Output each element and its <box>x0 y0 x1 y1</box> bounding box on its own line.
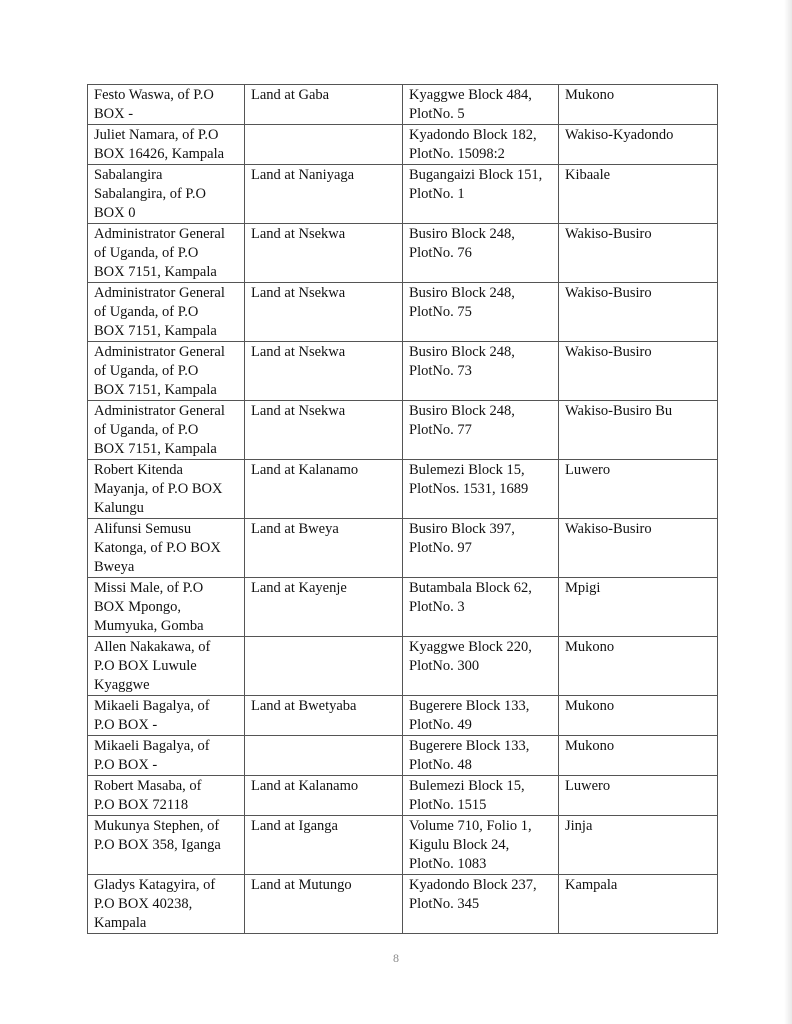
district-cell <box>559 224 718 283</box>
cell-text-line: Allen Nakakawa, of <box>94 639 211 655</box>
table-row <box>88 125 718 165</box>
block-plot-cell <box>403 283 559 342</box>
table-row <box>88 875 718 934</box>
cell-text-line: PlotNo. 1515 <box>409 797 487 813</box>
cell-text-line: Land at Naniyaga <box>251 167 355 183</box>
cell-text-line: P.O BOX Luwule <box>94 658 197 674</box>
owner-cell <box>88 696 245 736</box>
cell-text-line: Juliet Namara, of P.O <box>94 127 219 143</box>
cell-text-line: BOX 0 <box>94 205 136 221</box>
cell-text-line: Missi Male, of P.O <box>94 580 204 596</box>
block-plot-cell <box>403 578 559 637</box>
cell-text-line: Luwero <box>565 778 611 794</box>
land-cell <box>245 342 403 401</box>
cell-text-line: PlotNo. 75 <box>409 304 472 320</box>
page-number: 8 <box>393 951 399 965</box>
owner-cell <box>88 165 245 224</box>
cell-text-line: of Uganda, of P.O <box>94 245 199 261</box>
cell-text-line: Land at Bwetyaba <box>251 698 357 714</box>
cell-text-line: Bulemezi Block 15, <box>409 462 525 478</box>
cell-text-line: Robert Kitenda <box>94 462 183 478</box>
cell-text-line: Mukono <box>565 87 615 103</box>
block-plot-cell <box>403 165 559 224</box>
cell-text-line: BOX 7151, Kampala <box>94 264 217 280</box>
cell-text-line: Katonga, of P.O BOX <box>94 540 221 556</box>
cell-text-line: Land at Iganga <box>251 818 338 834</box>
cell-text-line: Bugangaizi Block 151, <box>409 167 543 183</box>
cell-text-line: Mukono <box>565 639 615 655</box>
cell-text-line: Mikaeli Bagalya, of <box>94 698 210 714</box>
cell-text-line: Land at Nsekwa <box>251 403 346 419</box>
cell-text-line: Kyadondo Block 182, <box>409 127 537 143</box>
land-cell <box>245 460 403 519</box>
cell-text-line: Administrator General <box>94 403 225 419</box>
district-cell <box>559 875 718 934</box>
cell-text-line: PlotNo. 73 <box>409 363 472 379</box>
cell-text-line: P.O BOX 40238, <box>94 896 193 912</box>
cell-text-line: Alifunsi Semusu <box>94 521 192 537</box>
cell-text-line: PlotNo. 345 <box>409 896 480 912</box>
table-body <box>88 85 718 934</box>
cell-text-line: Administrator General <box>94 226 225 242</box>
land-cell <box>245 165 403 224</box>
block-plot-cell <box>403 401 559 460</box>
land-cell <box>245 776 403 816</box>
district-cell <box>559 342 718 401</box>
cell-text-line: Bugerere Block 133, <box>409 698 530 714</box>
cell-text-line: Kyaggwe <box>94 677 150 693</box>
district-cell <box>559 125 718 165</box>
district-cell <box>559 696 718 736</box>
land-cell <box>245 85 403 125</box>
table-row <box>88 224 718 283</box>
table-row <box>88 816 718 875</box>
table-row <box>88 283 718 342</box>
cell-text-line: Land at Mutungo <box>251 877 352 893</box>
cell-text-line: Land at Nsekwa <box>251 285 346 301</box>
district-cell <box>559 401 718 460</box>
cell-text-line: Land at Kayenje <box>251 580 347 596</box>
cell-text-line: Kyaggwe Block 220, <box>409 639 532 655</box>
cell-text-line: BOX 7151, Kampala <box>94 323 217 339</box>
owner-cell <box>88 816 245 875</box>
owner-cell <box>88 776 245 816</box>
cell-text-line: Bweya <box>94 559 135 575</box>
district-cell <box>559 165 718 224</box>
cell-text-line: Jinja <box>565 818 593 834</box>
cell-text-line: Mukono <box>565 698 615 714</box>
cell-text-line: Bulemezi Block 15, <box>409 778 525 794</box>
block-plot-cell <box>403 776 559 816</box>
land-cell <box>245 283 403 342</box>
cell-text-line: of Uganda, of P.O <box>94 422 199 438</box>
land-cell <box>245 816 403 875</box>
cell-text-line: P.O BOX 72118 <box>94 797 189 813</box>
cell-text-line: PlotNo. 15098:2 <box>409 146 505 162</box>
cell-text-line: Mukono <box>565 738 615 754</box>
cell-text-line: Luwero <box>565 462 611 478</box>
table-row <box>88 696 718 736</box>
page-edge-shadow <box>784 0 792 1024</box>
owner-cell <box>88 519 245 578</box>
cell-text-line: Butambala Block 62, <box>409 580 532 596</box>
land-cell <box>245 224 403 283</box>
block-plot-cell <box>403 875 559 934</box>
cell-text-line: P.O BOX 358, Iganga <box>94 837 221 853</box>
cell-text-line: PlotNo. 300 <box>409 658 480 674</box>
cell-text-line: Wakiso-Kyadondo <box>565 127 674 143</box>
cell-text-line: Administrator General <box>94 344 225 360</box>
cell-text-line: Mumyuka, Gomba <box>94 618 204 634</box>
cell-text-line: PlotNo. 5 <box>409 106 465 122</box>
block-plot-cell <box>403 224 559 283</box>
table-row <box>88 519 718 578</box>
district-cell <box>559 460 718 519</box>
table-row <box>88 578 718 637</box>
cell-text-line: P.O BOX - <box>94 717 158 733</box>
cell-text-line: PlotNo. 76 <box>409 245 472 261</box>
cell-text-line: Land at Kalanamo <box>251 462 359 478</box>
block-plot-cell <box>403 637 559 696</box>
cell-text-line: Busiro Block 248, <box>409 285 515 301</box>
district-cell <box>559 85 718 125</box>
block-plot-cell <box>403 85 559 125</box>
owner-cell <box>88 283 245 342</box>
cell-text-line: Mukunya Stephen, of <box>94 818 220 834</box>
cell-text-line: Mayanja, of P.O BOX <box>94 481 223 497</box>
district-cell <box>559 637 718 696</box>
block-plot-cell <box>403 342 559 401</box>
land-cell <box>245 875 403 934</box>
cell-text-line: Kibaale <box>565 167 611 183</box>
cell-text-line: Mpigi <box>565 580 601 596</box>
land-cell <box>245 736 403 776</box>
cell-text-line: PlotNo. 3 <box>409 599 465 615</box>
cell-text-line: Kigulu Block 24, <box>409 837 510 853</box>
cell-text-line: Wakiso-Busiro Bu <box>565 403 673 419</box>
block-plot-cell <box>403 696 559 736</box>
cell-text-line: Bugerere Block 133, <box>409 738 530 754</box>
cell-text-line: of Uganda, of P.O <box>94 363 199 379</box>
block-plot-cell <box>403 816 559 875</box>
land-cell <box>245 401 403 460</box>
table-row <box>88 342 718 401</box>
owner-cell <box>88 85 245 125</box>
cell-text-line: Kyaggwe Block 484, <box>409 87 532 103</box>
district-cell <box>559 776 718 816</box>
cell-text-line: Busiro Block 397, <box>409 521 515 537</box>
district-cell <box>559 816 718 875</box>
owner-cell <box>88 125 245 165</box>
cell-text-line: Land at Nsekwa <box>251 226 346 242</box>
district-cell <box>559 519 718 578</box>
cell-text-line: Mikaeli Bagalya, of <box>94 738 210 754</box>
owner-cell <box>88 578 245 637</box>
table-row <box>88 736 718 776</box>
owner-cell <box>88 875 245 934</box>
table-row <box>88 637 718 696</box>
cell-text-line: BOX Mpongo, <box>94 599 182 615</box>
land-cell <box>245 125 403 165</box>
cell-text-line: BOX 16426, Kampala <box>94 146 225 162</box>
table-row <box>88 85 718 125</box>
land-register-table <box>87 84 718 934</box>
cell-text-line: Wakiso-Busiro <box>565 285 652 301</box>
district-cell <box>559 578 718 637</box>
cell-text-line: Wakiso-Busiro <box>565 521 652 537</box>
cell-text-line: Gladys Katagyira, of <box>94 877 216 893</box>
cell-text-line: PlotNo. 1083 <box>409 856 487 872</box>
table-row <box>88 165 718 224</box>
land-cell <box>245 637 403 696</box>
cell-text-line: Sabalangira <box>94 167 163 183</box>
cell-text-line: Administrator General <box>94 285 225 301</box>
cell-text-line: Busiro Block 248, <box>409 403 515 419</box>
owner-cell <box>88 460 245 519</box>
land-cell <box>245 578 403 637</box>
cell-text-line: Robert Masaba, of <box>94 778 202 794</box>
owner-cell <box>88 736 245 776</box>
cell-text-line: Kampala <box>94 915 147 931</box>
cell-text-line: Land at Gaba <box>251 87 330 103</box>
cell-text-line: Wakiso-Busiro <box>565 226 652 242</box>
cell-text-line: PlotNo. 77 <box>409 422 472 438</box>
cell-text-line: of Uganda, of P.O <box>94 304 199 320</box>
cell-text-line: PlotNo. 97 <box>409 540 472 556</box>
cell-text-line: PlotNo. 1 <box>409 186 465 202</box>
cell-text-line: Kyadondo Block 237, <box>409 877 537 893</box>
cell-text-line: P.O BOX - <box>94 757 158 773</box>
table-row <box>88 460 718 519</box>
cell-text-line: PlotNo. 49 <box>409 717 472 733</box>
cell-text-line: Land at Nsekwa <box>251 344 346 360</box>
owner-cell <box>88 342 245 401</box>
cell-text-line: Volume 710, Folio 1, <box>409 818 532 834</box>
block-plot-cell <box>403 125 559 165</box>
cell-text-line: BOX 7151, Kampala <box>94 382 217 398</box>
table-row <box>88 401 718 460</box>
cell-text-line: Sabalangira, of P.O <box>94 186 206 202</box>
owner-cell <box>88 637 245 696</box>
cell-text-line: Kampala <box>565 877 618 893</box>
table-row <box>88 776 718 816</box>
cell-text-line: Busiro Block 248, <box>409 344 515 360</box>
cell-text-line: PlotNos. 1531, 1689 <box>409 481 529 497</box>
cell-text-line: BOX - <box>94 106 134 122</box>
land-cell <box>245 519 403 578</box>
land-cell <box>245 696 403 736</box>
district-cell <box>559 736 718 776</box>
cell-text-line: Wakiso-Busiro <box>565 344 652 360</box>
block-plot-cell <box>403 460 559 519</box>
cell-text-line: PlotNo. 48 <box>409 757 472 773</box>
district-cell <box>559 283 718 342</box>
cell-text-line: Kalungu <box>94 500 144 516</box>
owner-cell <box>88 224 245 283</box>
block-plot-cell <box>403 736 559 776</box>
cell-text-line: Land at Bweya <box>251 521 339 537</box>
owner-cell <box>88 401 245 460</box>
cell-text-line: Busiro Block 248, <box>409 226 515 242</box>
cell-text-line: BOX 7151, Kampala <box>94 441 217 457</box>
cell-text-line: Festo Waswa, of P.O <box>94 87 214 103</box>
block-plot-cell <box>403 519 559 578</box>
cell-text-line: Land at Kalanamo <box>251 778 359 794</box>
